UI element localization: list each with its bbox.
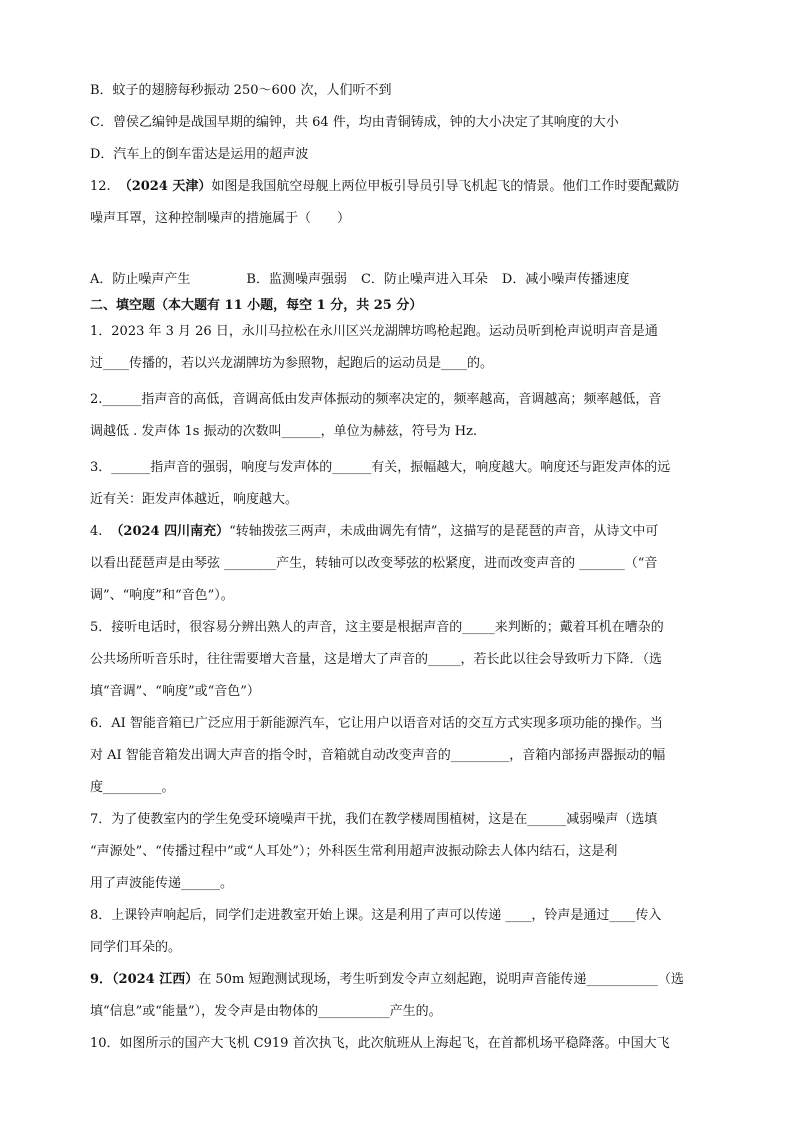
option-d-line: D．汽车上的倒车雷达是运用的超声波 bbox=[90, 147, 309, 162]
question-12-option-a: A．防止噪声产生 bbox=[90, 272, 191, 287]
q10-line-1: 10．如图所示的国产大飞机 C919 首次执飞，此次航班从上海起飞，在首都机场平稳降落。中国大飞 bbox=[90, 1036, 670, 1051]
q3-line-2: 近有关：距发声体越近，响度越大。 bbox=[90, 492, 299, 507]
option-c-line: C．曾侯乙编钟是战国早期的编钟，共 64 件，均由青铜铸成，钟的大小决定了其响度的大小 bbox=[90, 115, 619, 130]
q1-line-2: 过____传播的，若以兴龙湖牌坊为参照物，起跑后的运动员是____的。 bbox=[90, 356, 494, 371]
q4-line-3: 调”、“响度”和“音色”）。 bbox=[90, 588, 234, 603]
q7-line-3: 用了声波能传递______。 bbox=[90, 876, 234, 891]
q4-number: 4. bbox=[90, 524, 103, 539]
q4-line-2: 以看出琵琶声是由琴弦 ________产生，转轴可以改变琴弦的松紧度，进而改变声音的 _______（“音 bbox=[90, 556, 658, 571]
question-12-line-1 bbox=[90, 177, 679, 197]
q7-line-2: “声源处”、“传播过程中”或“人耳处”）；外科医生常利用超声波振动除去人体内结石，这是利 bbox=[90, 844, 618, 859]
question-12-number: 12. bbox=[90, 179, 111, 194]
q5-line-2: 公共场所听音乐时，往往需要增大音量，这是增大了声音的_____，若长此以往会导致听力下降．（选 bbox=[90, 652, 663, 667]
q6-line-3: 度_________。 bbox=[90, 780, 175, 795]
question-12-option-c: C．防止噪声进入耳朵 bbox=[360, 272, 488, 287]
question-12-source: （2024 天津） bbox=[118, 179, 212, 194]
q8-line-1: 8．上课铃声响起后，同学们走进教室开始上课。这是利用了声可以传递 ____，铃声是通过____传入 bbox=[90, 908, 662, 923]
question-12-option-d: D．减小噪声传播速度 bbox=[501, 272, 630, 287]
q4-source: （2024 四川南充） bbox=[110, 524, 230, 539]
q3-line-1: 3．______指声音的强弱，响度与发声体的______有关，振幅越大，响度越大。响度还与距发声体的远 bbox=[90, 460, 671, 475]
q5-line-3: 填“音调”、“响度”或“音色”） bbox=[90, 684, 260, 699]
q6-line-1: 6．AI 智能音箱已广泛应用于新能源汽车，它让用户以语音对话的交互方式实现多项功能的操作。当 bbox=[90, 716, 663, 731]
question-12-option-b: B．监测噪声强弱 bbox=[246, 272, 347, 287]
q9-source: （2024 江西） bbox=[112, 972, 199, 987]
question-12-options bbox=[90, 270, 629, 290]
q5-line-1: 5．接听电话时，很容易分辨出熟人的声音，这主要是根据声音的_____来判断的；戴着耳机在嘈杂的 bbox=[90, 620, 664, 635]
q9-number: 9． bbox=[90, 972, 113, 987]
q2-line-2: 调越低 . 发声体 1s 振动的次数叫______，单位为赫兹，符号为 Hz. bbox=[90, 424, 478, 439]
q9-line-1 bbox=[90, 970, 684, 990]
q6-line-2: 对 AI 智能音箱发出调大声音的指令时，音箱就自动改变声音的_________，音箱内部扬声器振动的幅 bbox=[90, 748, 666, 763]
section-heading: 二、填空题（本大题有 11 小题，每空 1 分，共 25 分） bbox=[90, 298, 423, 313]
q7-line-1: 7．为了使教室内的学生免受环境噪声干扰，我们在教学楼周围植树，这是在______减弱噪声（选填 bbox=[90, 812, 658, 827]
q2-line-1: 2.______指声音的高低，音调高低由发声体振动的频率决定的，频率越高，音调越高；频率越低，音 bbox=[90, 392, 662, 407]
question-12-line-2: 噪声耳罩，这种控制噪声的措施属于（ ） bbox=[90, 211, 351, 226]
q9-text: 在 50m 短跑测试现场，考生听到发令声立刻起跑，说明声音能传递___________（选 bbox=[198, 972, 684, 987]
option-b-line: B．蚊子的翅膀每秒振动 250～600 次，人们听不到 bbox=[90, 83, 392, 98]
q4-line-1 bbox=[90, 522, 658, 542]
q9-line-2: 填“信息”或“能量”），发令声是由物体的___________产生的。 bbox=[90, 1004, 442, 1019]
q4-text: “转轴拨弦三两声，未成曲调先有情”，这描写的是琵琶的声音，从诗文中可 bbox=[229, 524, 659, 539]
question-12-text: 如图是我国航空母舰上两位甲板引导员引导飞机起飞的情景。他们工作时要配戴防 bbox=[211, 179, 680, 194]
q1-line-1: 1．2023 年 3 月 26 日，永川马拉松在永川区兴龙湖牌坊鸣枪起跑。运动员听到枪声说明声音是通 bbox=[90, 324, 658, 339]
q8-line-2: 同学们耳朵的。 bbox=[90, 940, 182, 955]
